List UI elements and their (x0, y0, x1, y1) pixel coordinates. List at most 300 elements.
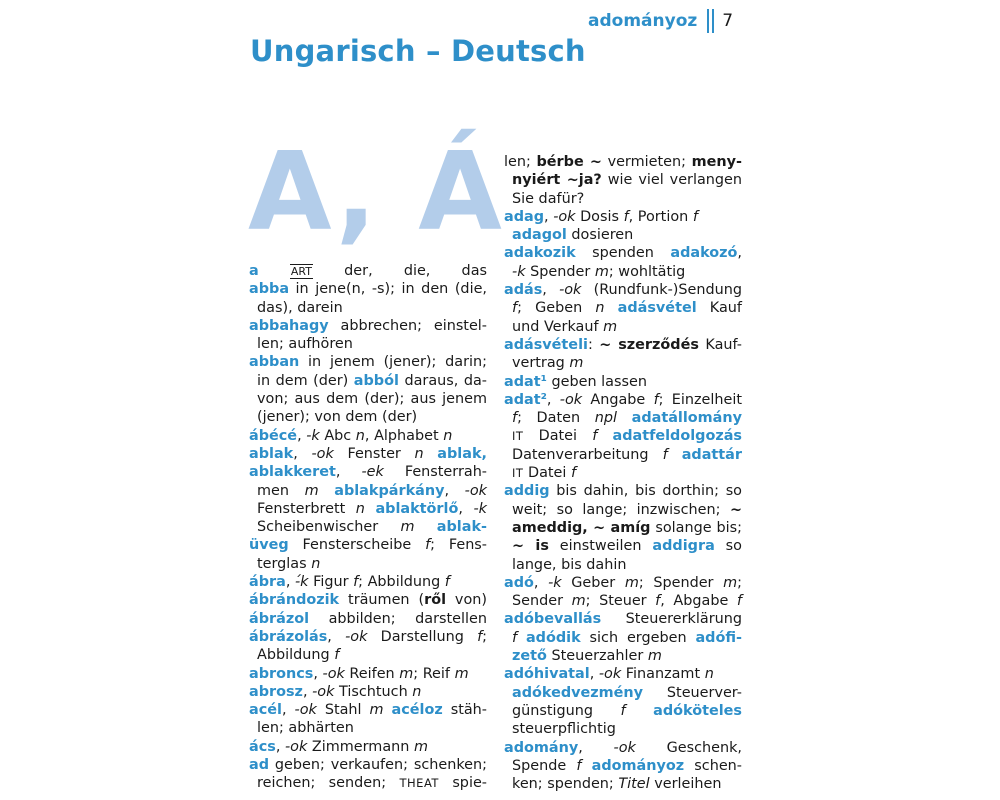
entry-text: das), darein (257, 299, 343, 316)
entry-text: Geber (561, 574, 625, 591)
headword: ablak- (436, 519, 487, 536)
entry-text: von; aus dem (der); aus jenem (257, 391, 487, 408)
entry-text: -ok (311, 445, 334, 462)
entry-text: , (281, 702, 295, 719)
entry-text: Fensterbrett (257, 500, 356, 517)
dictionary-line (504, 153, 742, 171)
entry-text (668, 447, 682, 463)
entry-text: f (662, 446, 668, 463)
entry-text: f (477, 628, 483, 645)
dictionary-line (504, 501, 742, 519)
entry-text (626, 703, 654, 719)
entry-text: -ok (613, 739, 636, 756)
entry-text: Spende (512, 757, 577, 774)
entry-text: m (304, 482, 319, 499)
entry-text: , (533, 574, 549, 591)
entry-text (259, 263, 290, 279)
headword: addig (504, 483, 550, 500)
entry-text: ; Einzelheit (658, 391, 743, 408)
entry-text: f (353, 574, 359, 591)
dictionary-line (249, 463, 487, 481)
dictionary-line (504, 537, 742, 555)
entry-text: len; abhärten (257, 720, 354, 737)
entry-text: in jene(n, -s); in den (die, (289, 281, 487, 298)
entry-text: f (334, 647, 340, 664)
dictionary-line (504, 647, 742, 665)
entry-text: (Rundfunk-)Sendung (581, 282, 742, 299)
headword: adatfeldolgozás (612, 428, 743, 445)
headword: adakozó (670, 245, 738, 262)
page-number: 7 (722, 11, 734, 31)
dictionary-line (249, 353, 487, 371)
dictionary-line (504, 665, 742, 683)
entry-text: Dosis (575, 208, 624, 225)
dictionary-line (249, 482, 487, 500)
entry-text: in dem (der) (257, 372, 354, 389)
entry-text: f (570, 465, 577, 482)
entry-text: f (425, 537, 431, 554)
dictionary-line (249, 591, 487, 609)
dictionary-line (249, 738, 487, 756)
entry-text: Angabe (582, 391, 654, 408)
headword: a (249, 263, 259, 279)
entry-text: Geschenk, (635, 739, 742, 756)
entry-text: m (454, 665, 469, 682)
entry-text: f (623, 208, 629, 225)
dictionary-line (504, 574, 742, 592)
entry-text: -k (473, 500, 487, 517)
entry-text: Datei (523, 428, 593, 445)
entry-text: : (587, 336, 600, 353)
entry-text (617, 410, 632, 426)
dictionary-line (504, 409, 742, 427)
headword: ábécé (249, 427, 298, 444)
headword: üveg (249, 537, 289, 554)
entry-text: len; (504, 154, 537, 170)
dictionary-line (504, 373, 742, 391)
entry-text: Abbildung (257, 647, 335, 664)
entry-text: Spender (525, 263, 595, 280)
entry-text: vermieten; (601, 154, 692, 170)
entry-text: Sender (512, 593, 572, 610)
dictionary-line (249, 500, 487, 518)
entry-text: ~ is (512, 538, 549, 555)
entry-text: Finanzamt (621, 666, 705, 683)
entry-text: -ok (345, 628, 368, 645)
entry-text: n (355, 427, 365, 444)
headword: ablak (249, 445, 294, 462)
entry-text: ; Abbildung (358, 574, 445, 591)
entry-text: ; (482, 628, 487, 645)
dictionary-line (504, 775, 742, 793)
entry-text: f (620, 702, 626, 719)
entry-text: n (412, 683, 422, 700)
dictionary-column-left (249, 262, 487, 793)
headword: abroncs (249, 665, 314, 682)
dictionary-line (249, 555, 487, 573)
entry-text: steuerpflichtig (512, 721, 616, 738)
entry-text: günstigung (512, 702, 621, 719)
headword: ábrándozik (249, 592, 340, 609)
entry-text: -ek (361, 464, 384, 481)
entry-text: verleihen (649, 776, 722, 793)
dictionary-line (249, 665, 487, 683)
entry-text: IT (512, 429, 524, 444)
entry-text: von) (446, 592, 487, 609)
entry-text: , (589, 666, 599, 683)
headword: ábrázol (249, 610, 310, 627)
headword: ábrázolás (249, 628, 328, 645)
entry-text: m (369, 702, 384, 719)
entry-text: -ok (284, 738, 308, 755)
entry-text: ~ szerződés (599, 336, 699, 353)
entry-text: Steuerzahler (546, 648, 648, 665)
headword: adag (504, 208, 545, 225)
entry-text (415, 519, 437, 535)
dictionary-line (249, 701, 487, 719)
entry-text (597, 428, 612, 444)
headword: adakozik (504, 245, 576, 262)
headword: adókedvezmény (512, 684, 644, 701)
dictionary-line (249, 518, 487, 536)
dictionary-line (249, 683, 487, 701)
entry-text: träumen ( (339, 592, 425, 609)
entry-text: Fensterscheibe (288, 537, 426, 554)
entry-text: m (624, 574, 639, 591)
entry-text: -ok (312, 683, 335, 700)
entry-text: bis dahin, bis dorthin; so (549, 483, 742, 500)
entry-text: einstweilen (548, 538, 653, 555)
dictionary-line (504, 171, 742, 189)
entry-text: der, die, das (313, 263, 488, 279)
entry-text: m (399, 665, 414, 682)
dictionary-line (504, 464, 742, 482)
entry-text: npl (594, 410, 617, 427)
headword: adattár (681, 446, 742, 463)
entry-text: , (578, 739, 614, 756)
entry-text: Titel (618, 776, 650, 793)
dictionary-line (504, 263, 742, 281)
entry-text: vertrag (512, 355, 570, 372)
dictionary-line (249, 372, 487, 390)
entry-text: Darstellung (367, 628, 478, 645)
dictionary-line (249, 317, 487, 335)
entry-text: -k (306, 427, 320, 444)
entry-text: n (311, 555, 321, 572)
entry-text: len; aufhören (257, 336, 353, 353)
dictionary-line (504, 318, 742, 336)
entry-text: , (293, 445, 312, 462)
entry-text: , (297, 427, 307, 444)
entry-text: Datenverarbeitung (512, 446, 663, 463)
entry-text: solange bis; (650, 519, 742, 536)
dictionary-column-right (504, 153, 742, 793)
headword: adóhivatal (504, 666, 590, 683)
entry-text: spenden (575, 245, 671, 262)
entry-text: bérbe ~ (536, 154, 602, 170)
dictionary-line (249, 756, 487, 774)
entry-text: -ok (559, 282, 582, 299)
headword: abba (249, 281, 290, 298)
headword: adófi- (695, 629, 742, 646)
entry-text: -ok (559, 391, 583, 408)
headword: adásvétel (617, 300, 697, 317)
entry-text: n (414, 445, 424, 462)
entry-text: f (692, 208, 698, 225)
entry-text: -ok (322, 665, 345, 682)
section-letter: A, Á (248, 130, 504, 255)
entry-text: abbrechen; einstel- (328, 317, 487, 334)
entry-text: (jener); von dem (der) (257, 409, 418, 426)
entry-text: m (603, 318, 618, 335)
headword: adat¹ (504, 373, 547, 390)
entry-text: n (595, 300, 605, 317)
entry-text: n (704, 666, 714, 683)
entry-text: ről (424, 592, 447, 609)
headword: acéloz (391, 702, 443, 719)
headword: adóbevallás (504, 611, 602, 628)
entry-text: stäh- (442, 702, 487, 719)
entry-text: -k (512, 263, 526, 280)
headword: adomány (504, 739, 579, 756)
dictionary-line (504, 629, 742, 647)
entry-text: Stahl (316, 702, 370, 719)
headword: ács (249, 738, 276, 755)
entry-text (517, 630, 526, 646)
dictionary-line (249, 408, 487, 426)
entry-text: sich ergeben (580, 629, 696, 646)
entry-text: , (327, 628, 346, 645)
entry-text: Reifen (344, 665, 400, 682)
entry-text: lange, bis dahin (512, 556, 627, 573)
headword: adódik (525, 629, 581, 646)
dictionary-line (504, 592, 742, 610)
entry-text: , (546, 391, 560, 408)
entry-text: daraus, da- (398, 372, 487, 389)
dictionary-line (249, 628, 487, 646)
entry-text: Abc (319, 427, 356, 444)
headword: ablakpárkány (334, 482, 445, 499)
dictionary-line (504, 226, 742, 244)
entry-text: m (571, 593, 586, 610)
headword: acél (249, 702, 282, 719)
headword: abrosz (249, 683, 303, 700)
dictionary-line (249, 262, 487, 280)
entry-text: Kauf- (698, 336, 742, 353)
entry-text: , (302, 683, 313, 700)
dictionary-line (504, 391, 742, 409)
entry-text: f (444, 574, 450, 591)
headword: adatállomány (631, 410, 743, 427)
entry-text: Steuererklärung (601, 611, 742, 628)
dictionary-line (504, 702, 742, 720)
entry-text: nyiért ~ja? (512, 172, 602, 189)
entry-text: schen- (684, 757, 742, 774)
entry-text: Tischtuch (334, 683, 413, 700)
dictionary-line (504, 482, 742, 500)
entry-text: geben; verkaufen; schenken; (269, 757, 487, 774)
dictionary-line (249, 280, 487, 298)
entry-text (365, 501, 376, 517)
headword: adó (504, 574, 534, 591)
entry-text: wie viel verlangen (601, 172, 743, 189)
entry-text: reichen; senden; (257, 775, 400, 792)
entry-text: ; (737, 574, 742, 591)
entry-text: Scheibenwischer (257, 519, 401, 536)
entry-text: Fenster (333, 445, 415, 462)
headword: zető (512, 648, 547, 665)
dictionary-line (249, 335, 487, 353)
entry-text: , (458, 500, 474, 517)
entry-text: n (443, 427, 453, 444)
entry-text: , (542, 282, 560, 299)
entry-text: weit; so lange; inzwischen; (512, 501, 730, 518)
entry-text: ; Fens- (430, 537, 487, 554)
entry-text: , Abgabe (660, 593, 737, 610)
entry-text: ART (290, 265, 312, 278)
entry-text: -ok (294, 702, 317, 719)
entry-text: -ok (553, 208, 576, 225)
entry-text: ~ (729, 501, 742, 518)
entry-text: ; Reif (413, 665, 455, 682)
entry-text: terglas (257, 555, 312, 572)
entry-text: , (313, 665, 323, 682)
entry-text: m (594, 263, 609, 280)
entry-text: m (647, 648, 662, 665)
entry-text: f (512, 300, 518, 317)
dictionary-line (249, 719, 487, 737)
dictionary-line (504, 684, 742, 702)
entry-text: , (335, 464, 362, 481)
entry-text: f (592, 428, 598, 445)
headword: abbahagy (249, 317, 329, 334)
dictionary-line (504, 446, 742, 464)
entry-text (424, 446, 438, 462)
entry-text: ; Steuer (585, 593, 656, 610)
dictionary-line (249, 536, 487, 554)
dictionary-line (504, 720, 742, 738)
headword: abban (249, 354, 300, 371)
entry-text: f (653, 391, 659, 408)
entry-text: Sie dafür? (512, 190, 585, 207)
entry-text: dosieren (566, 227, 634, 244)
entry-text: abbilden; darstellen (309, 610, 487, 627)
headword: ábra (249, 574, 286, 591)
headword: adásvételi (504, 336, 588, 353)
dictionary-line (504, 354, 742, 372)
entry-text: m (723, 574, 738, 591)
entry-text: , (737, 245, 742, 262)
dictionary-line (504, 757, 742, 775)
entry-text (581, 758, 591, 774)
entry-text: , (444, 482, 465, 499)
entry-text: in jenem (jener); darin; (299, 354, 487, 371)
entry-text: ; wohltätig (608, 263, 686, 280)
entry-text: , Alphabet (364, 427, 444, 444)
dictionary-line (504, 519, 742, 537)
entry-text: Datei (523, 465, 571, 482)
dictionary-line (504, 336, 742, 354)
entry-text: spie- (438, 775, 487, 792)
entry-text: Fensterrah- (383, 464, 488, 481)
entry-text: men (257, 482, 305, 499)
entry-text: , (285, 574, 295, 591)
headword: adományoz (591, 757, 685, 774)
entry-text: Figur (308, 574, 354, 591)
dictionary-line (504, 610, 742, 628)
headword: adás (504, 282, 543, 299)
entry-text: THEAT (399, 776, 439, 791)
entry-text: geben lassen (546, 373, 647, 390)
entry-text: m (413, 738, 428, 755)
entry-text: , (544, 208, 554, 225)
entry-text: m (400, 519, 415, 536)
dictionary-line (504, 299, 742, 317)
dictionary-line (504, 739, 742, 757)
dictionary-line (504, 244, 742, 262)
headword: addigra (652, 538, 715, 555)
entry-text: -ok (598, 666, 622, 683)
dictionary-line (504, 208, 742, 226)
headword: ablak, (437, 445, 487, 462)
entry-text: f (655, 593, 661, 610)
entry-text: so (714, 538, 742, 555)
dictionary-line (504, 190, 742, 208)
dictionary-line (249, 390, 487, 408)
entry-text: f (736, 593, 742, 610)
entry-text (319, 483, 335, 499)
dictionary-line (249, 427, 487, 445)
entry-text: , (275, 738, 285, 755)
headword: adat² (504, 391, 547, 408)
entry-text: ; Daten (517, 410, 595, 427)
entry-text: f (512, 629, 518, 646)
running-head (588, 8, 733, 34)
entry-text (384, 702, 392, 718)
headword: abból (353, 372, 399, 389)
entry-text: n (355, 500, 365, 517)
entry-text: -k (548, 574, 562, 591)
dictionary-line (504, 556, 742, 574)
entry-text: ken; spenden; (512, 776, 619, 793)
entry-text: Zimmermann (307, 738, 414, 755)
headword: adagol (512, 227, 567, 244)
entry-text (604, 300, 617, 316)
entry-text: f (576, 757, 582, 774)
entry-text: Steuerver- (643, 684, 742, 701)
dictionary-line (249, 646, 487, 664)
entry-text: m (569, 355, 584, 372)
entry-text: und Verkauf (512, 318, 604, 335)
entry-text: -ok (464, 482, 487, 499)
headword: ablaktörlő (375, 500, 459, 517)
entry-text: meny- (691, 154, 742, 170)
dictionary-line (249, 610, 487, 628)
page-title: Ungarisch – Deutsch (250, 34, 586, 68)
entry-text: IT (512, 466, 524, 481)
headword: ad (249, 757, 270, 774)
dictionary-line (249, 573, 487, 591)
entry-text: f (512, 410, 518, 427)
dictionary-line (249, 774, 487, 792)
entry-text: -́k (294, 574, 309, 591)
dictionary-line (504, 427, 742, 445)
headword: ablakkeret (249, 464, 336, 481)
entry-text: Kauf (696, 300, 742, 317)
dictionary-line (249, 299, 487, 317)
entry-text: ; Spender (638, 574, 724, 591)
double-bar-divider (707, 9, 714, 33)
